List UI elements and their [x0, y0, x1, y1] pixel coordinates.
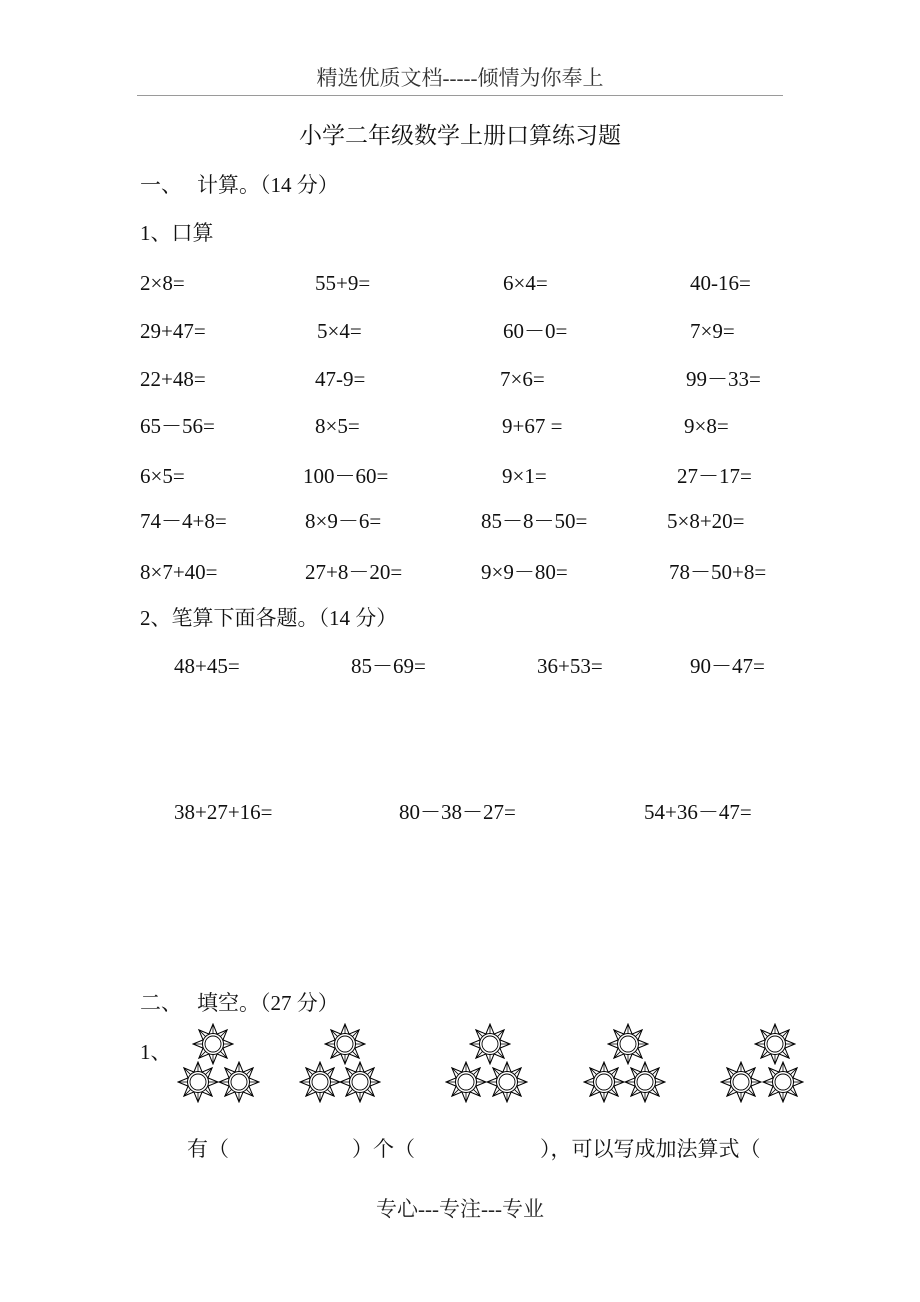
- page-footer: 专心---专注---专业: [376, 1197, 544, 1221]
- oral-problem: 78－50+8=: [669, 560, 767, 584]
- oral-problem: 5×4=: [317, 319, 362, 343]
- oral-problem: 8×5=: [315, 414, 360, 438]
- sun-icon: [754, 1023, 796, 1065]
- page-header: 精选优质文档-----倾情为你奉上: [316, 66, 604, 90]
- written-problem: 90－47=: [690, 654, 765, 678]
- sun-icon: [762, 1061, 804, 1103]
- oral-problem: 5×8+20=: [667, 509, 745, 533]
- sun-icon: [607, 1023, 649, 1065]
- oral-problem: 60－0=: [503, 319, 568, 343]
- oral-problem: 40-16=: [690, 271, 751, 295]
- written-problem: 38+27+16=: [174, 800, 273, 824]
- question-number: 1、: [140, 1040, 172, 1064]
- oral-problem: 29+47=: [140, 319, 206, 343]
- sun-icon: [720, 1061, 762, 1103]
- oral-problem: 74－4+8=: [140, 509, 227, 533]
- oral-problem: 8×9－6=: [305, 509, 382, 533]
- oral-problem: 6×4=: [503, 271, 548, 295]
- written-problem: 36+53=: [537, 654, 603, 678]
- oral-problem: 55+9=: [315, 271, 371, 295]
- written-problem: 54+36－47=: [644, 800, 752, 824]
- oral-problem: 9×9－80=: [481, 560, 568, 584]
- sentence-part: ），可以写成加法算式（: [540, 1137, 761, 1161]
- oral-problem: 47-9=: [315, 367, 366, 391]
- oral-problem: 27+8－20=: [305, 560, 403, 584]
- written-problem: 80－38－27=: [399, 800, 516, 824]
- part1-label: 1、口算: [140, 221, 214, 245]
- sun-icon: [177, 1061, 219, 1103]
- oral-problem: 22+48=: [140, 367, 206, 391]
- sun-icon: [299, 1061, 341, 1103]
- sun-icon: [324, 1023, 366, 1065]
- oral-problem: 6×5=: [140, 464, 185, 488]
- sun-icon: [339, 1061, 381, 1103]
- section2-number: 二、: [140, 991, 182, 1015]
- section1-heading: 计算。（14 分）: [197, 173, 339, 197]
- sun-icon: [192, 1023, 234, 1065]
- oral-problem: 8×7+40=: [140, 560, 218, 584]
- oral-problem: 85－8－50=: [481, 509, 588, 533]
- oral-problem: 99－33=: [686, 367, 761, 391]
- section2-heading: 填空。（27 分）: [197, 991, 339, 1015]
- oral-problem: 9+67 =: [502, 414, 563, 438]
- oral-problem: 2×8=: [140, 271, 185, 295]
- sentence-part: ）个（: [352, 1137, 415, 1161]
- sun-icon: [445, 1061, 487, 1103]
- oral-problem: 9×8=: [684, 414, 729, 438]
- oral-problem: 100－60=: [303, 464, 389, 488]
- page-title: 小学二年级数学上册口算练习题: [299, 123, 621, 148]
- header-divider: [137, 95, 783, 96]
- oral-problem: 9×1=: [502, 464, 547, 488]
- sun-icon: [469, 1023, 511, 1065]
- section1-number: 一、: [140, 173, 182, 197]
- sun-icon: [583, 1061, 625, 1103]
- sun-icon: [624, 1061, 666, 1103]
- oral-problem: 27－17=: [677, 464, 752, 488]
- oral-problem: 7×6=: [500, 367, 545, 391]
- written-problem: 85－69=: [351, 654, 426, 678]
- sentence-part: 有（: [187, 1137, 229, 1161]
- sun-icon: [486, 1061, 528, 1103]
- oral-problem: 7×9=: [690, 319, 735, 343]
- part2-label: 2、笔算下面各题。（14 分）: [140, 606, 398, 630]
- written-problem: 48+45=: [174, 654, 240, 678]
- oral-problem: 65－56=: [140, 414, 215, 438]
- sun-icon: [218, 1061, 260, 1103]
